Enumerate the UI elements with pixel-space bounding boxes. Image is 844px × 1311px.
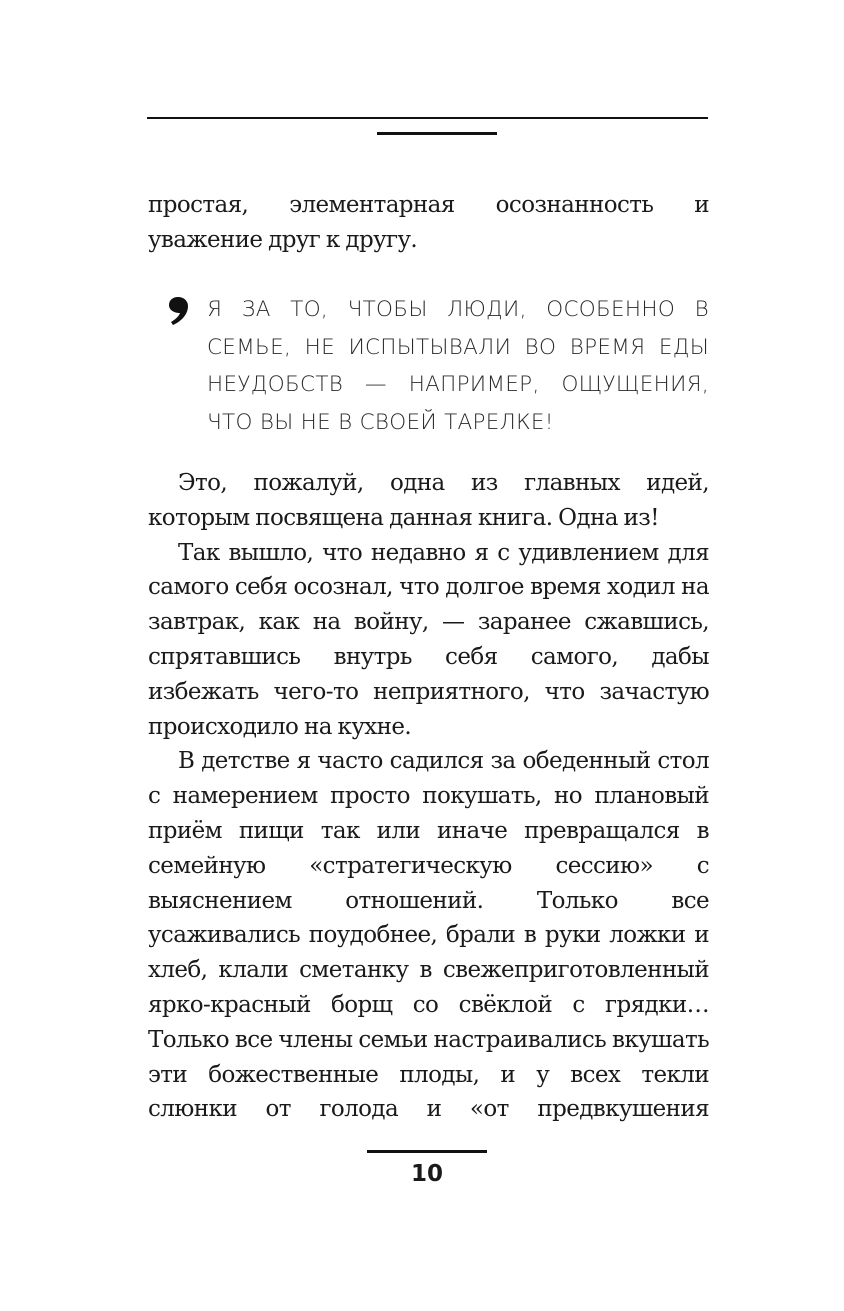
body-text <box>148 466 709 1127</box>
header-rule-short <box>377 132 497 135</box>
paragraph-continuation: простая, элементарная осознанность и уважение друг к другу. <box>148 192 709 253</box>
continued-paragraph <box>148 188 709 258</box>
paragraph: Это, пожалуй, одна из главных идей, которым посвящена данная книга. Одна из! <box>148 470 709 531</box>
footer-rule <box>367 1150 487 1153</box>
header-rule-long <box>147 117 708 119</box>
paragraph: В детстве я часто садился за обеденный стол с намерением просто покушать, но плановый приём пищи так или иначе превращался в семейную «стратегическую сессию» с выяснением отношений. Только все усаживались поудобнее, брали в руки ложки и хлеб, клали сметанку в свежеприготовленный ярко-красный борщ со свёклой с грядки… Только все члены семьи настраивались вкушать эти божественные плоды, и у всех текли слюнки от голода и «от предвкушения <box>148 748 709 1123</box>
page-number: 10 <box>410 1161 443 1187</box>
paragraph: Так вышло, что недавно я с удивлением для самого себя осознал, что долгое время ходил на завтрак, как на войну, — заранее сжавшись, спрятавшись внутрь себя самого, дабы избежать чего-то неприятного, что зачастую происходило на кухне. <box>148 539 709 740</box>
quote-comma-icon <box>167 296 189 326</box>
pull-quote: Я ЗА ТО, ЧТОБЫ ЛЮДИ, ОСОБЕННО В СЕМЬЕ, НЕ ИСПЫТЫВАЛИ ВО ВРЕМЯ ЕДЫ НЕУДОБСТВ — НАПРИМЕР, ОЩУЩЕНИЯ, ЧТО ВЫ НЕ В СВОЕЙ ТАРЕЛКЕ! <box>207 297 709 435</box>
